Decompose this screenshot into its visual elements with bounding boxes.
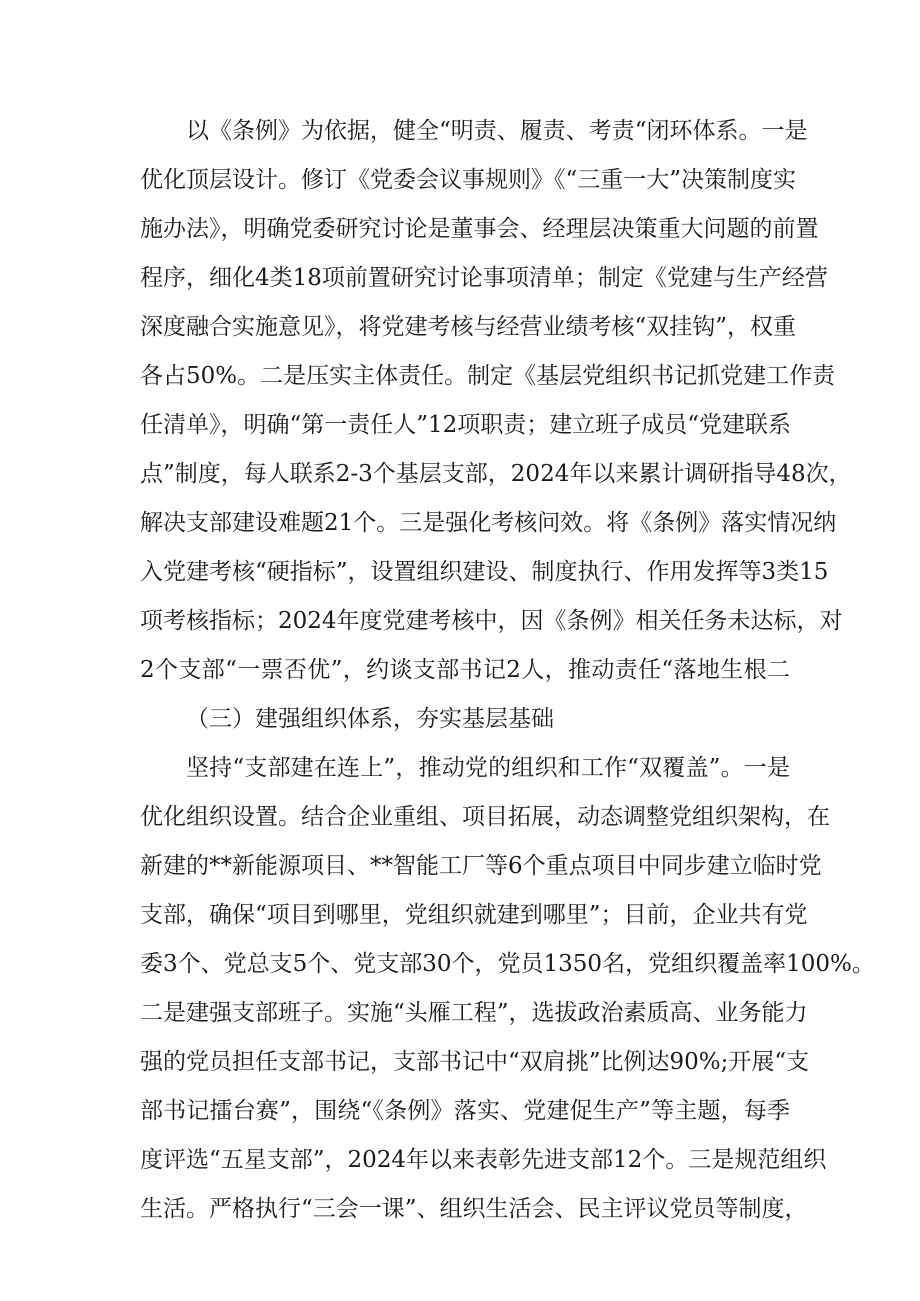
paragraph-1-line-8: 点”制度，每人联系2-3个基层支部，2024年以来累计调研指导48次， [140,461,852,487]
paragraph-2-line-6: 二是建强支部班子。实施“头雁工程”，选拔政治素质高、业务能力 [140,1000,808,1026]
paragraph-2-line-4: 支部，确保“项目到哪里，党组织就建到哪里”；目前，企业共有党 [140,902,808,928]
paragraph-1-line-4: 程序，细化4类18项前置研究讨论事项清单；制定《党建与生产经营 [140,265,828,291]
section-heading: （三）建强组织体系，夯实基层基础 [186,706,554,732]
paragraph-1-line-2: 优化顶层设计。修订《党委会议事规则》《“三重一大”决策制度实 [140,167,797,193]
paragraph-2-line-10: 生活。严格执行“三会一课”、组织生活会、民主评议党员等制度， [140,1196,808,1222]
paragraph-1-line-9: 解决支部建设难题21个。三是强化考核问效。将《条例》落实情况纳 [140,510,837,536]
paragraph-2-line-9: 度评选“五星支部”，2024年以来表彰先进支部12个。三是规范组织 [140,1147,827,1173]
paragraph-2-line-2: 优化组织设置。结合企业重组、项目拓展，动态调整党组织架构，在 [140,804,830,830]
paragraph-2-line-3: 新建的**新能源项目、**智能工厂等6个重点项目中同步建立临时党 [140,853,822,879]
paragraph-1-line-3: 施办法》，明确党委研究讨论是董事会、经理层决策重大问题的前置 [140,216,819,242]
paragraph-1-line-11: 项考核指标；2024年度党建考核中，因《条例》相关任务未达标，对 [140,608,843,634]
paragraph-1-line-10: 入党建考核“硬指标”，设置组织建设、制度执行、作用发挥等3类15 [140,559,829,585]
paragraph-2-line-7: 强的党员担任支部书记，支部书记中“双肩挑”比例达90%;开展“支 [140,1049,810,1075]
paragraph-2-line-5: 委3个、党总支5个、党支部30个，党员1350名，党组织覆盖率100%。 [140,951,875,977]
paragraph-1-line-5: 深度融合实施意见》，将党建考核与经营业绩考核“双挂钩”，权重 [140,314,797,340]
paragraph-1-line-12: 2个支部“一票否优”，约谈支部书记2人，推动责任“落地生根二 [140,657,790,683]
paragraph-2-line-1: 坚持“支部建在连上”，推动党的组织和工作“双覆盖”。一是 [186,755,790,781]
paragraph-1-line-1: 以《条例》为依据，健全“明责、履责、考责“闭环体系。一是 [186,118,808,144]
paragraph-1-line-7: 任清单》，明确“第一责任人”12项职责；建立班子成员“党建联系 [140,412,792,438]
paragraph-1-line-6: 各占50%。二是压实主体责任。制定《基层党组织书记抓党建工作责 [140,363,836,389]
paragraph-2-line-8: 部书记擂台赛”，围绕“《条例》落实、党建促生产”等主题，每季 [140,1098,790,1124]
